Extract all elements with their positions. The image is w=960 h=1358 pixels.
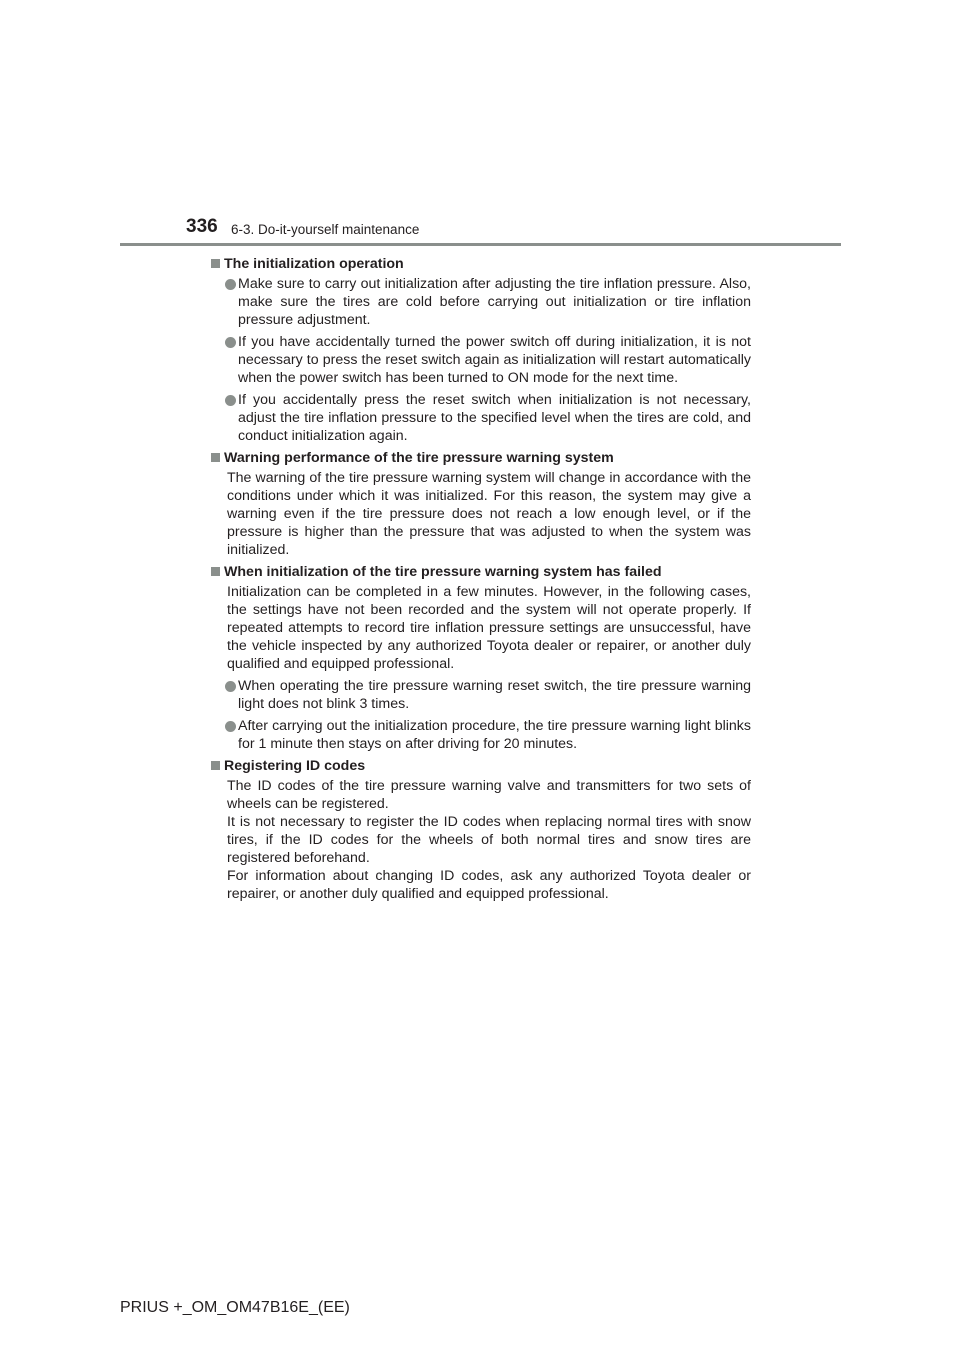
section-initialization-operation	[211, 255, 751, 445]
list-item-text: If you accidentally press the reset switch when initialization is not necessary, adjust the tire inflation pressure to the specified level when the tires are cold, and conduct initialization again.	[238, 392, 751, 444]
circle-bullet-icon	[225, 681, 236, 692]
paragraph: It is not necessary to register the ID codes when replacing normal tires with snow tires, if the ID codes for the wheels of both normal tires and snow tires are registered beforehand.	[227, 814, 751, 866]
main-content	[211, 255, 751, 907]
list-item	[211, 717, 751, 753]
list-item	[211, 677, 751, 713]
heading-text: The initialization operation	[224, 256, 404, 272]
paragraph: Initialization can be completed in a few minutes. However, in the following cases, the settings have not been recorded and the system will not operate properly. If repeated attempts to record tire inflation pressure settings are unsuccessful, have the vehicle inspected by any authorized Toyota dealer or repairer, or another duly qualified and equipped professional.	[227, 584, 751, 672]
document-code: PRIUS +_OM_OM47B16E_(EE)	[120, 1299, 350, 1316]
circle-bullet-icon	[225, 337, 236, 348]
section-title: 6-3. Do-it-yourself maintenance	[231, 222, 420, 237]
section-heading	[211, 255, 751, 273]
list-item	[211, 275, 751, 329]
section-heading	[211, 563, 751, 581]
square-bullet-icon	[211, 259, 220, 268]
list-item	[211, 333, 751, 387]
paragraph: For information about changing ID codes, ask any authorized Toyota dealer or repairer, or another duly qualified and equipped professional.	[227, 868, 751, 902]
list-item	[211, 391, 751, 445]
square-bullet-icon	[211, 761, 220, 770]
circle-bullet-icon	[225, 395, 236, 406]
section-warning-performance	[211, 449, 751, 559]
circle-bullet-icon	[225, 279, 236, 290]
section-registering-id-codes	[211, 757, 751, 903]
paragraph: The warning of the tire pressure warning system will change in accordance with the conditions under which it was initialized. For this reason, the system may give a warning even if the tire pressure does not reach a low enough level, or if the pressure is higher than the pressure that was adjusted to when the system was initialized.	[227, 470, 751, 558]
page-number: 336	[186, 216, 218, 237]
heading-text: Warning performance of the tire pressure warning system	[224, 450, 614, 466]
circle-bullet-icon	[225, 721, 236, 732]
section-heading	[211, 449, 751, 467]
list-item-text: After carrying out the initialization procedure, the tire pressure warning light blinks for 1 minute then stays on after driving for 20 minutes.	[238, 718, 751, 752]
paragraph: The ID codes of the tire pressure warning valve and transmitters for two sets of wheels can be registered.	[227, 778, 751, 812]
square-bullet-icon	[211, 567, 220, 576]
heading-text: Registering ID codes	[224, 758, 366, 774]
list-item-text: If you have accidentally turned the power switch off during initialization, it is not necessary to press the reset switch again as initialization will restart automatically when the power switch has been turned to ON mode for the next time.	[238, 334, 751, 386]
square-bullet-icon	[211, 453, 220, 462]
list-item-text: When operating the tire pressure warning reset switch, the tire pressure warning light does not blink 3 times.	[238, 678, 751, 712]
section-initialization-failed	[211, 563, 751, 753]
header-rule	[120, 243, 841, 246]
list-item-text: Make sure to carry out initialization after adjusting the tire inflation pressure. Also, make sure the tires are cold before carrying out initialization or tire inflation pressure adjustment.	[238, 276, 751, 328]
heading-text: When initialization of the tire pressure warning system has failed	[224, 564, 662, 580]
section-heading	[211, 757, 751, 775]
